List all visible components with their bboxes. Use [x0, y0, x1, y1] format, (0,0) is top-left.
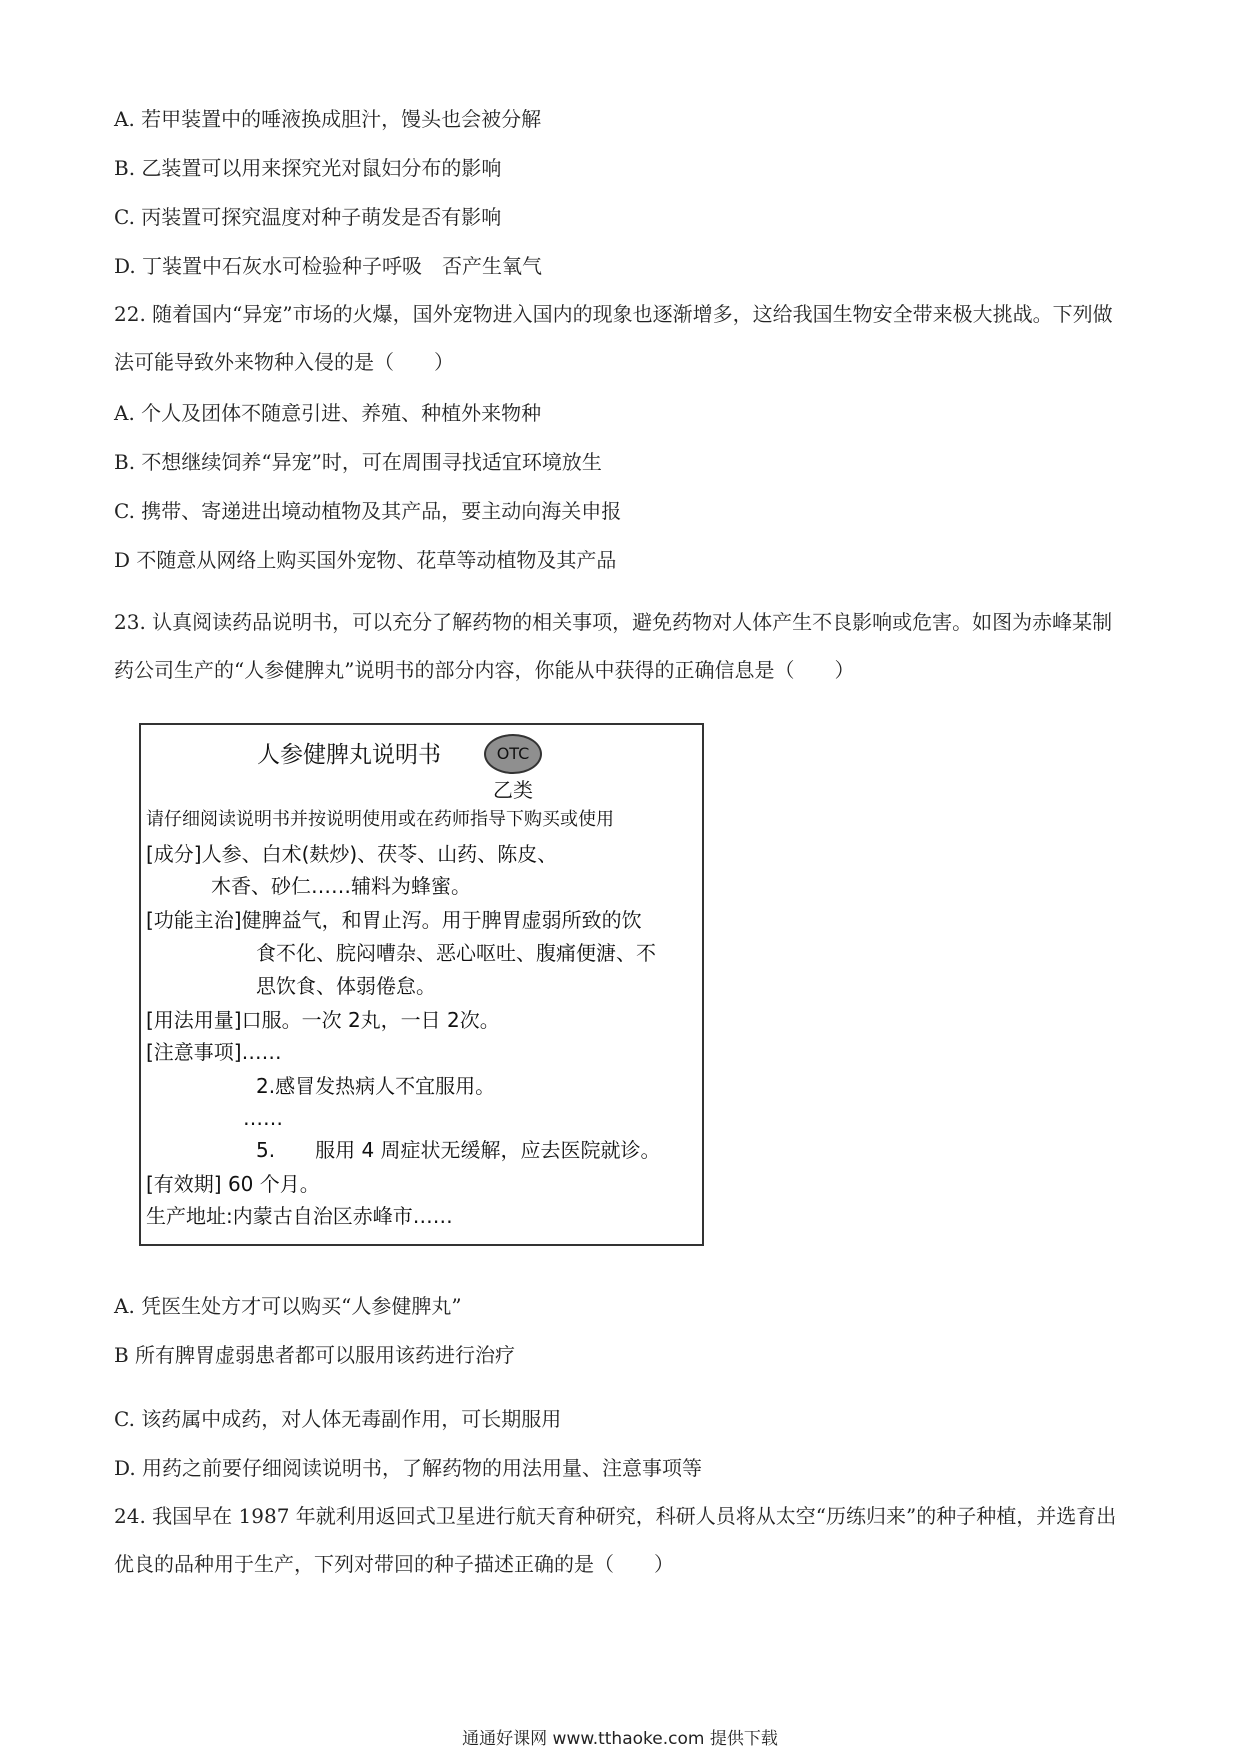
leaflet-title: 人参健脾丸说明书: [257, 742, 441, 768]
leaflet-instruction: 请仔细阅读说明书并按说明使用或在药师指导下购买或使用: [146, 809, 614, 830]
q23-option-c: C. 该药属中成药，对人体无毒副作用，可长期服用: [114, 1407, 562, 1431]
q23-option-b: B 所有脾胃虚弱患者都可以服用该药进行治疗: [114, 1343, 516, 1367]
page-footer: 通通好课网 www.tthaoke.com 提供下载: [462, 1729, 778, 1749]
q23-stem: 23. 认真阅读药品说明书，可以充分了解药物的相关事项，避免药物对人体产生不良影响或危害。如图为赤峰某制药公司生产的“人参健脾丸”说明书的部分内容，你能从中获得的正确信息是（ ）: [114, 610, 1113, 682]
q22-option-d: D 不随意从网络上购买国外宠物、花草等动植物及其产品: [114, 548, 617, 572]
q21-option-c: C. 丙装置可探究温度对种子萌发是否有影响: [114, 205, 502, 229]
otc-badge: OTC: [484, 734, 542, 774]
q21-option-a: A. 若甲装置中的唾液换成胆汁，馒头也会被分解: [114, 107, 542, 131]
leaflet-functions-cont-2: 思饮食、体弱倦怠。: [256, 974, 436, 998]
q24-stem: 24. 我国早在 1987 年就利用返回式卫星进行航天育种研究，科研人员将从太空“历练归来”的种子种植，并选育出优良的品种用于生产，下列对带回的种子描述正确的是（ ）: [114, 1504, 1117, 1576]
q21-option-d: D. 丁装置中石灰水可检验种子呼吸 否产生氧气: [114, 254, 543, 278]
q21-option-b: B. 乙装置可以用来探究光对鼠妇分布的影响: [114, 156, 502, 180]
leaflet-precaution-5: 5. 服用 4 周症状无缓解，应去医院就诊。: [256, 1138, 661, 1162]
leaflet-functions-cont-1: 食不化、脘闷嘈杂、恶心呕吐、腹痛便溏、不: [256, 941, 656, 965]
q22-option-c: C. 携带、寄递进出境动植物及其产品，要主动向海关申报: [114, 499, 622, 523]
leaflet-precaution-2: 2.感冒发热病人不宜服用。: [256, 1074, 496, 1098]
medicine-leaflet: [139, 723, 704, 1246]
leaflet-dosage: [用法用量]口服。一次 2丸，一日 2次。: [146, 1008, 500, 1032]
leaflet-address: 生产地址:内蒙古自治区赤峰市……: [146, 1204, 453, 1228]
q22-option-a: A. 个人及团体不随意引进、养殖、种植外来物种: [114, 401, 542, 425]
q23-option-d: D. 用药之前要仔细阅读说明书，了解药物的用法用量、注意事项等: [114, 1456, 703, 1480]
q23-option-a: A. 凭医生处方才可以购买“人参健脾丸”: [114, 1294, 462, 1318]
leaflet-expiry: [有效期] 60 个月。: [146, 1172, 320, 1196]
leaflet-ingredients: [成分]人参、白术(麸炒)、茯苓、山药、陈皮、: [146, 842, 558, 866]
leaflet-category: 乙类: [493, 778, 533, 802]
leaflet-precautions: [注意事项]……: [146, 1040, 282, 1064]
q22-option-b: B. 不想继续饲养“异宠”时，可在周围寻找适宜环境放生: [114, 450, 602, 474]
q22-stem: 22. 随着国内“异宠”市场的火爆，国外宠物进入国内的现象也逐渐增多，这给我国生物安全带来极大挑战。下列做法可能导致外来物种入侵的是（ ）: [114, 302, 1113, 374]
leaflet-ingredients-cont: 木香、砂仁……辅料为蜂蜜。: [211, 874, 471, 898]
leaflet-ellipsis: ……: [243, 1106, 283, 1130]
leaflet-functions: [功能主治]健脾益气，和胃止泻。用于脾胃虚弱所致的饮: [146, 908, 642, 932]
